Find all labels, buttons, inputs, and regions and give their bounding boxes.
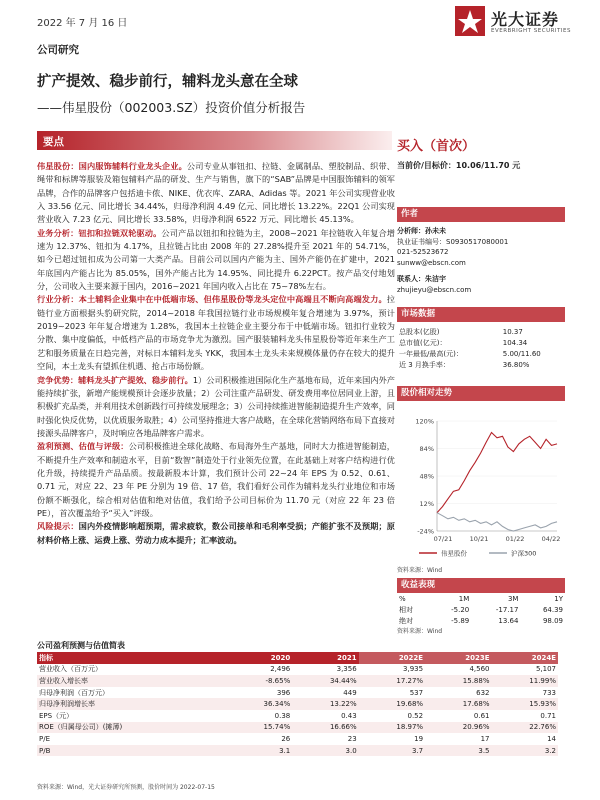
financial-cell: 2,496 [270, 665, 291, 674]
financial-cell: 20.96% [425, 722, 491, 734]
performance-cell: 98.09 [542, 616, 563, 625]
financial-cell: 3.7 [359, 745, 425, 757]
analyst-name: 孙未未 [425, 227, 446, 235]
financial-cell: 14 [547, 734, 556, 743]
performance-column-header: 1Y [554, 594, 563, 603]
chart-header: 股价相对走势 [397, 386, 565, 401]
financial-table-title: 公司盈利预测与估值简表 [37, 641, 125, 650]
market-row [397, 359, 565, 370]
financial-row [37, 722, 558, 734]
financial-cell: P/E [39, 734, 51, 743]
chart-x-tick-label: 07/21 [433, 535, 453, 543]
chart-series-index [437, 513, 557, 531]
financial-cell: 归母净利润增长率 [37, 698, 226, 710]
financial-column-header: 2020 [226, 652, 292, 664]
market-section [397, 307, 565, 370]
market-row [397, 348, 565, 359]
performance-cell: 13.64 [498, 616, 519, 625]
market-header: 市场数据 [397, 307, 565, 322]
financial-row [37, 733, 558, 745]
report-subtitle: ——伟星股份（002003.SZ）投资价值分析报告 [37, 100, 306, 115]
financial-cell: 733 [542, 688, 556, 697]
financial-cell: 19.68% [359, 698, 425, 710]
financial-cell: 15.88% [425, 675, 491, 687]
market-value: 10.37 [502, 327, 523, 336]
financial-cell: 23 [347, 734, 357, 743]
market-value: 5.00/11.60 [502, 349, 541, 358]
key-points-header: 要点 [37, 131, 392, 150]
market-value: 36.80% [502, 360, 530, 369]
chart-section [397, 386, 565, 401]
report-date: 2022 年 7 月 16 日 [37, 18, 128, 29]
financial-cell: 22.76% [492, 722, 559, 734]
financial-cell: 0.71 [540, 711, 556, 720]
financial-cell: 396 [276, 688, 291, 697]
analyst-phone: 021-52523672 [397, 248, 449, 256]
financial-cell: 归母净利润（百万元） [39, 688, 109, 697]
paragraph-company: 伟星股份：国内服饰辅料行业龙头企业。公司专业从事钮扣、拉链、金属制品、塑胶制品、织带、绳带和标牌等服装及箱包辅料产品的研发、生产与销售，旗下的“SAB”品牌是中国服饰辅料的领军品牌，合作的品牌客户包括迪卡侬、NIKE、优衣库、ZARA、Adidas 等。2021 年公司实现营业收入 33.56 亿元、同比增长 34.44%，归母净利润 4.49 亿元、同比增长 13.22%。22Q1 公司实现营业收入 7.23 亿元、同比增长 33.58%，归母净利润 6522 万元、同比增长 45.13%。 [37, 161, 395, 225]
paragraph-valuation: 盈利预测、估值与评级：公司积极推进全球化战略、布局海外生产基地，同时大力推进智能制造，不断提升生产效率和制造水平，目前“数智”制造处于行业领先位置，在此基础上对客户结构进行优化升级，持续提升产品品质。按最新股本计算，我们预计公司 22~24 年 EPS 为 0.52、0.61、0.71 元，对应 22、23 年 PE 分别为 19 倍、17 倍，我们看好公司作为辅料龙头行业地位和市场份额不断强化，综合相对估值和绝对估值，我们给予公司目标价为 11.70 元（对应 22 年 23 倍 PE），首次覆盖给予“买入”评级。 [37, 441, 395, 518]
financial-cell: 17.68% [425, 698, 491, 710]
chart-y-tick-label: 120% [415, 417, 434, 426]
financial-cell: 15.93% [492, 698, 559, 710]
logo-name: 光大证券 [491, 10, 560, 29]
financial-cell: 0.52 [407, 711, 424, 720]
paragraph-business: 业务分析：钮扣和拉链双轮驱动。公司产品以钮扣和拉链为主，2008~2021 年拉链收入年复合增速为 12.37%、钮扣为 4.17%，且拉链占比由 2008 年的 27.28%提升至 2021 年的 54.71%，如今已超过钮扣成为公司第一大类产品。目前公司以国内产能为主、国外产能仍在扩建中，2021 年底国内产能占比为 85.05%，国外产能占比为 14.95%、同比提升 6.22PCT。按产品交付地划分，公司收入主要来源于国内，2016~2021 年国内收入占比在 75~78%左右。 [37, 227, 395, 292]
market-label: 近 3 月换手率： [399, 360, 450, 369]
performance-cell: -5.89 [451, 616, 470, 625]
author-header: 作者 [397, 207, 565, 222]
financial-cell: 4,560 [469, 665, 490, 674]
chart-y-tick-label: -24% [417, 527, 434, 536]
financial-cell: 3.2 [492, 745, 559, 757]
financial-cell: 13.22% [292, 698, 358, 710]
paragraph-industry: 行业分析：本土辅料企业集中在中低端市场、但伟星股份等龙头定位中高端且不断向高端发力。拉链行业方面根据头豹研究院，2014~2018 年我国拉链行业市场规模年复合增速为 3.97%，预计 2019~2023 年年复合增速为 1.28%，我国本土拉链企业主要分布于中低端市场。钮扣行业较为分散、集中度偏低，中低档产品的市场竞争尤为激烈。国产服装辅料龙头伟星股份等近年来生产工艺和服务质量在日趋完善，对标日本辅料龙头 YKK，我国本土龙头未来规模体量仍存在较大的提升空间，本土龙头有望抓住机遇、抢占市场份额。 [37, 294, 395, 372]
financial-cell: 3,356 [336, 665, 357, 674]
performance-row [397, 615, 565, 626]
author-section [397, 207, 565, 295]
financial-row [37, 687, 558, 699]
financial-cell: 5,107 [535, 665, 556, 674]
financial-cell: 19 [414, 734, 424, 743]
financial-column-header: 2022E [359, 652, 425, 664]
financial-cell: P/B [37, 745, 226, 757]
financial-row [37, 710, 558, 722]
performance-column-header: 1M [458, 594, 470, 603]
company-logo [455, 6, 585, 40]
financial-cell: 537 [409, 688, 424, 697]
performance-section [397, 578, 565, 635]
market-row [397, 326, 565, 337]
report-title: 扩产提效、稳步前行，辅料龙头意在全球 [37, 74, 298, 90]
financial-cell: 17 [480, 734, 490, 743]
legend-label-index: 沪深300 [511, 549, 537, 558]
analyst-cert: 执业证书编号：S0930517080001 [397, 237, 509, 246]
financial-cell: 34.44% [292, 675, 358, 687]
chart-source: 资料来源：Wind [397, 567, 443, 574]
financial-cell: EPS（元） [39, 711, 74, 720]
financial-column-header: 指标 [37, 652, 226, 664]
financial-cell: 17.27% [359, 675, 425, 687]
chart-x-tick-label: 01/22 [505, 535, 525, 543]
chart-y-tick-label: 12% [419, 500, 434, 508]
financial-cell: 营业收入增长率 [37, 675, 226, 687]
financial-cell: 3.1 [226, 745, 292, 757]
chart-x-tick-label: 04/22 [541, 535, 561, 543]
financial-cell: 36.34% [226, 698, 292, 710]
financial-cell: 3.0 [292, 745, 358, 757]
market-table [397, 326, 565, 370]
financial-column-header: 2021 [292, 652, 358, 664]
financial-cell: 3,935 [403, 665, 424, 674]
financial-column-header: 2024E [492, 652, 559, 664]
chart-x-tick-label: 10/21 [469, 535, 489, 543]
chart-y-tick-label: 84% [419, 445, 434, 453]
performance-column-header: % [399, 594, 406, 603]
financial-cell: 632 [476, 688, 490, 697]
market-label: 总股本(亿股) [399, 327, 440, 336]
performance-header: 收益表现 [397, 578, 565, 593]
financial-cell: 15.74% [226, 722, 292, 734]
legend-label-stock: 伟星股份 [441, 549, 467, 558]
market-label: 总市值(亿元)： [399, 338, 447, 347]
financial-row [37, 675, 558, 687]
financial-row [37, 745, 558, 757]
financial-cell: 18.97% [359, 722, 425, 734]
financial-cell: 0.38 [274, 711, 291, 720]
financial-table [37, 652, 558, 756]
chart-series-stock [437, 433, 557, 513]
financial-cell: 0.61 [473, 711, 490, 720]
market-row [397, 337, 565, 348]
target-price: 当前价/目标价：10.06/11.70 元 [397, 161, 521, 170]
analyst-label: 分析师： [397, 227, 425, 235]
financial-cell: 26 [281, 734, 291, 743]
financial-row [37, 664, 558, 676]
market-value: 104.34 [502, 338, 528, 347]
analyst-email[interactable]: sunww@ebscn.com [397, 258, 466, 267]
performance-cell: 相对 [399, 605, 413, 614]
financial-column-header: 2023E [425, 652, 491, 664]
paragraph-risk: 风险提示：国内外疫情影响超预期，需求疲软，数公司接单和毛利率受损；产能扩张不及预期；原材料价格上涨、运费上涨、劳动力成本提升；汇率波动。 [37, 521, 395, 545]
logo-mark-icon [455, 6, 485, 36]
financial-cell: -8.65% [226, 675, 292, 687]
performance-cell: -5.20 [451, 605, 470, 614]
rating: 买入（首次） [397, 139, 476, 154]
report-category: 公司研究 [37, 44, 79, 56]
price-chart-svg [397, 413, 565, 563]
financial-cell: 11.99% [492, 675, 559, 687]
performance-column-header: 3M [507, 594, 519, 603]
key-points-body [37, 160, 395, 547]
financial-cell: 营业收入（百万元） [39, 665, 102, 674]
performance-cell: 绝对 [399, 616, 413, 625]
performance-source: 资料来源：Wind [397, 628, 443, 635]
performance-row [397, 604, 565, 615]
logo-name-en: EVERBRIGHT SECURITIES [491, 28, 571, 34]
financial-row [37, 698, 558, 710]
performance-table [397, 593, 565, 626]
financial-cell: 0.43 [341, 711, 357, 720]
contact-label: 联系人： [397, 275, 425, 283]
performance-cell: 64.39 [542, 605, 563, 614]
financial-source: 资料来源：Wind，光大证券研究所预测，股价时间为 2022-07-15 [37, 784, 215, 791]
contact-email[interactable]: zhujieyu@ebscn.com [397, 285, 472, 294]
financial-cell: 16.66% [292, 722, 358, 734]
market-label: 一年最低/最高(元)： [399, 349, 463, 358]
financial-cell: 449 [343, 688, 357, 697]
financial-cell: ROE（归属母公司）(摊薄) [37, 722, 226, 734]
chart-y-tick-label: 48% [419, 472, 434, 481]
performance-cell: -17.17 [495, 605, 519, 614]
contact-name: 朱洁宇 [425, 275, 446, 283]
financial-cell: 3.5 [425, 745, 491, 757]
paragraph-advantage: 竞争优势：辅料龙头扩产提效、稳步前行。1）公司积极推进国际化生产基地布局，近年来国内外产能持续扩张，新增产能规模预计会逐步放量；2）公司注重产品研发、研发费用率位居同业上游，且积极扩充品类，并利用技术创新践行可持续发展理念；3）公司持续推进智能制造提升生产效率，同时强化快反优势，以优质服务取胜；4）公司坚持推进大客户战略，在全球化营销网络布局下直接对接源头品牌客户，及时响应各地品牌客户需求。 [37, 374, 395, 438]
price-chart [397, 413, 565, 563]
